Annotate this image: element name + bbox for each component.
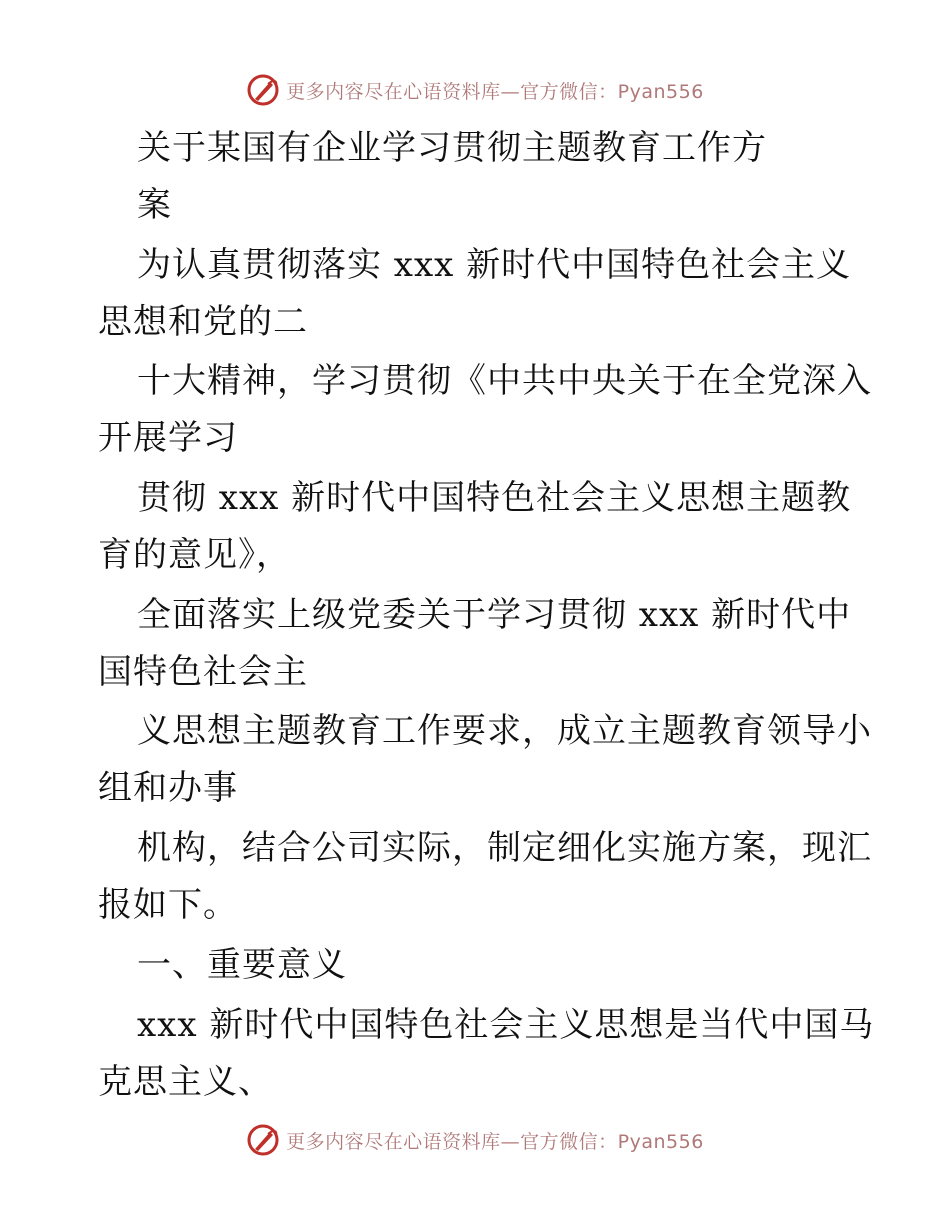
paragraph-line: 贯彻 xxx 新时代中国特色社会主义思想主题教 bbox=[137, 478, 852, 518]
footer-banner bbox=[0, 1120, 950, 1160]
paragraph-line: 育的意见》， bbox=[98, 535, 291, 575]
document-title-line-1: 关于某国有企业学习贯彻主题教育工作方 bbox=[137, 128, 767, 168]
footer-banner-text: 更多内容尽在心语资料库—官方微信：Pyan556 bbox=[286, 1130, 704, 1153]
paragraph-line: 为认真贯彻落实 xxx 新时代中国特色社会主义 bbox=[137, 245, 852, 285]
quill-pen-logo-icon bbox=[246, 1123, 280, 1157]
paragraph-line: 机构，结合公司实际，制定细化实施方案，现汇 bbox=[137, 828, 872, 868]
header-banner-text: 更多内容尽在心语资料库—官方微信：Pyan556 bbox=[286, 80, 704, 103]
paragraph-line: 克思主义、 bbox=[98, 1062, 273, 1102]
quill-pen-logo-icon bbox=[246, 73, 280, 107]
paragraph-line: xxx 新时代中国特色社会主义思想是当代中国马 bbox=[137, 1005, 875, 1045]
paragraph-line: 全面落实上级党委关于学习贯彻 xxx 新时代中 bbox=[137, 595, 852, 635]
paragraph-line: 义思想主题教育工作要求，成立主题教育领导小 bbox=[137, 711, 872, 751]
paragraph-line: 国特色社会主 bbox=[98, 652, 308, 692]
header-banner bbox=[0, 70, 950, 110]
document-title-line-2: 案 bbox=[137, 185, 172, 225]
paragraph-line: 报如下。 bbox=[98, 885, 238, 925]
paragraph-line: 组和办事 bbox=[98, 768, 238, 808]
paragraph-line: 十大精神，学习贯彻《中共中央关于在全党深入 bbox=[137, 361, 872, 401]
paragraph-line: 开展学习 bbox=[98, 418, 238, 458]
paragraph-line: 思想和党的二 bbox=[98, 302, 308, 342]
section-heading: 一、重要意义 bbox=[137, 945, 347, 985]
